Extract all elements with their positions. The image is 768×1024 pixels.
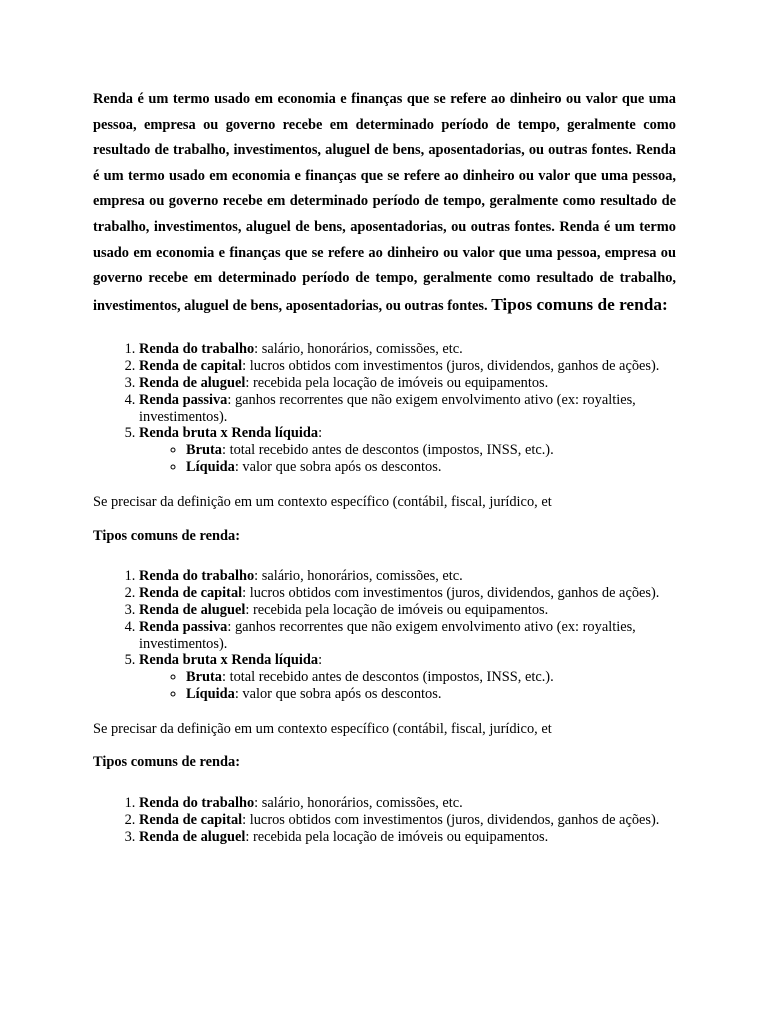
section-heading: Tipos comuns de renda: [491,294,668,314]
sub-list [139,669,676,703]
definition-note: Se precisar da definição em um contexto específico (contábil, fiscal, jurídico, et [93,720,552,737]
list-item: 4. Renda passiva: ganhos recorrentes que não exigem envolvimento ativo (ex: royalties, investimentos). [139,619,676,653]
section-heading: Tipos comuns de renda: [93,527,241,544]
list-item: 3. Renda de aluguel: recebida pela locação de imóveis ou equipamentos. [139,602,676,619]
sub-list-item: ◦ Bruta: total recebido antes de descontos (impostos, INSS, etc.). [186,669,676,686]
definition-note: Se precisar da definição em um contexto específico (contábil, fiscal, jurídico, et [93,493,552,510]
sub-list-item: ◦ Bruta: total recebido antes de descontos (impostos, INSS, etc.). [186,442,676,459]
list-item: 4. Renda passiva: ganhos recorrentes que não exigem envolvimento ativo (ex: royalties, investimentos). [139,392,676,426]
list-item: 5. Renda bruta x Renda líquida: ◦ Bruta: total recebido antes de descontos (impostos, INSS, etc.). ◦ Líquida: valor que sobra após os descontos. [139,652,676,702]
section-heading: Tipos comuns de renda: [93,754,241,771]
list-item: 1. Renda do trabalho: salário, honorários, comissões, etc. [139,568,676,585]
list-item: 1. Renda do trabalho: salário, honorários, comissões, etc. [139,341,676,358]
sub-list-item: ◦ Líquida: valor que sobra após os descontos. [186,686,676,703]
list-item: 2. Renda de capital: lucros obtidos com investimentos (juros, dividendos, ganhos de ações). [139,812,676,829]
list-item: 2. Renda de capital: lucros obtidos com investimentos (juros, dividendos, ganhos de ações). [139,358,676,375]
list-item: 2. Renda de capital: lucros obtidos com investimentos (juros, dividendos, ganhos de ações). [139,585,676,602]
list-item: 3. Renda de aluguel: recebida pela locação de imóveis ou equipamentos. [139,829,676,846]
list-item: 3. Renda de aluguel: recebida pela locação de imóveis ou equipamentos. [139,375,676,392]
income-types-section [93,754,676,845]
income-types-section [93,341,676,510]
intro-text: Renda é um termo usado em economia e finanças que se refere ao dinheiro ou valor que uma pessoa, empresa ou governo recebe em determinado período de tempo, geralmente como resultado de trabalho, investimentos, aluguel de bens, aposentadorias, ou outras fontes. Renda é um termo usado em economia e finanças que se refere ao dinheiro ou valor que uma pessoa, empresa ou governo recebe em determinado período de tempo, geralmente como resultado de trabalho, investimentos, aluguel de bens, aposentadorias, ou outras fontes. Renda é um termo usado em economia e finanças que se refere ao dinheiro ou valor que uma pessoa, empresa ou governo recebe em determinado período de tempo, geralmente como resultado de trabalho, investimentos, aluguel de bens, aposentadorias, ou outras fontes. [93,91,676,314]
list-item: 5. Renda bruta x Renda líquida: ◦ Bruta: total recebido antes de descontos (impostos, INSS, etc.). ◦ Líquida: valor que sobra após os descontos. [139,425,676,475]
sub-list [139,442,676,476]
list-item: 1. Renda do trabalho: salário, honorários, comissões, etc. [139,795,676,812]
document-page [93,87,676,846]
sub-list-item: ◦ Líquida: valor que sobra após os descontos. [186,459,676,476]
income-types-section [93,528,676,738]
income-types-list [93,341,676,475]
income-types-list [93,568,676,702]
income-types-list [93,795,676,845]
intro-paragraph [93,87,676,319]
